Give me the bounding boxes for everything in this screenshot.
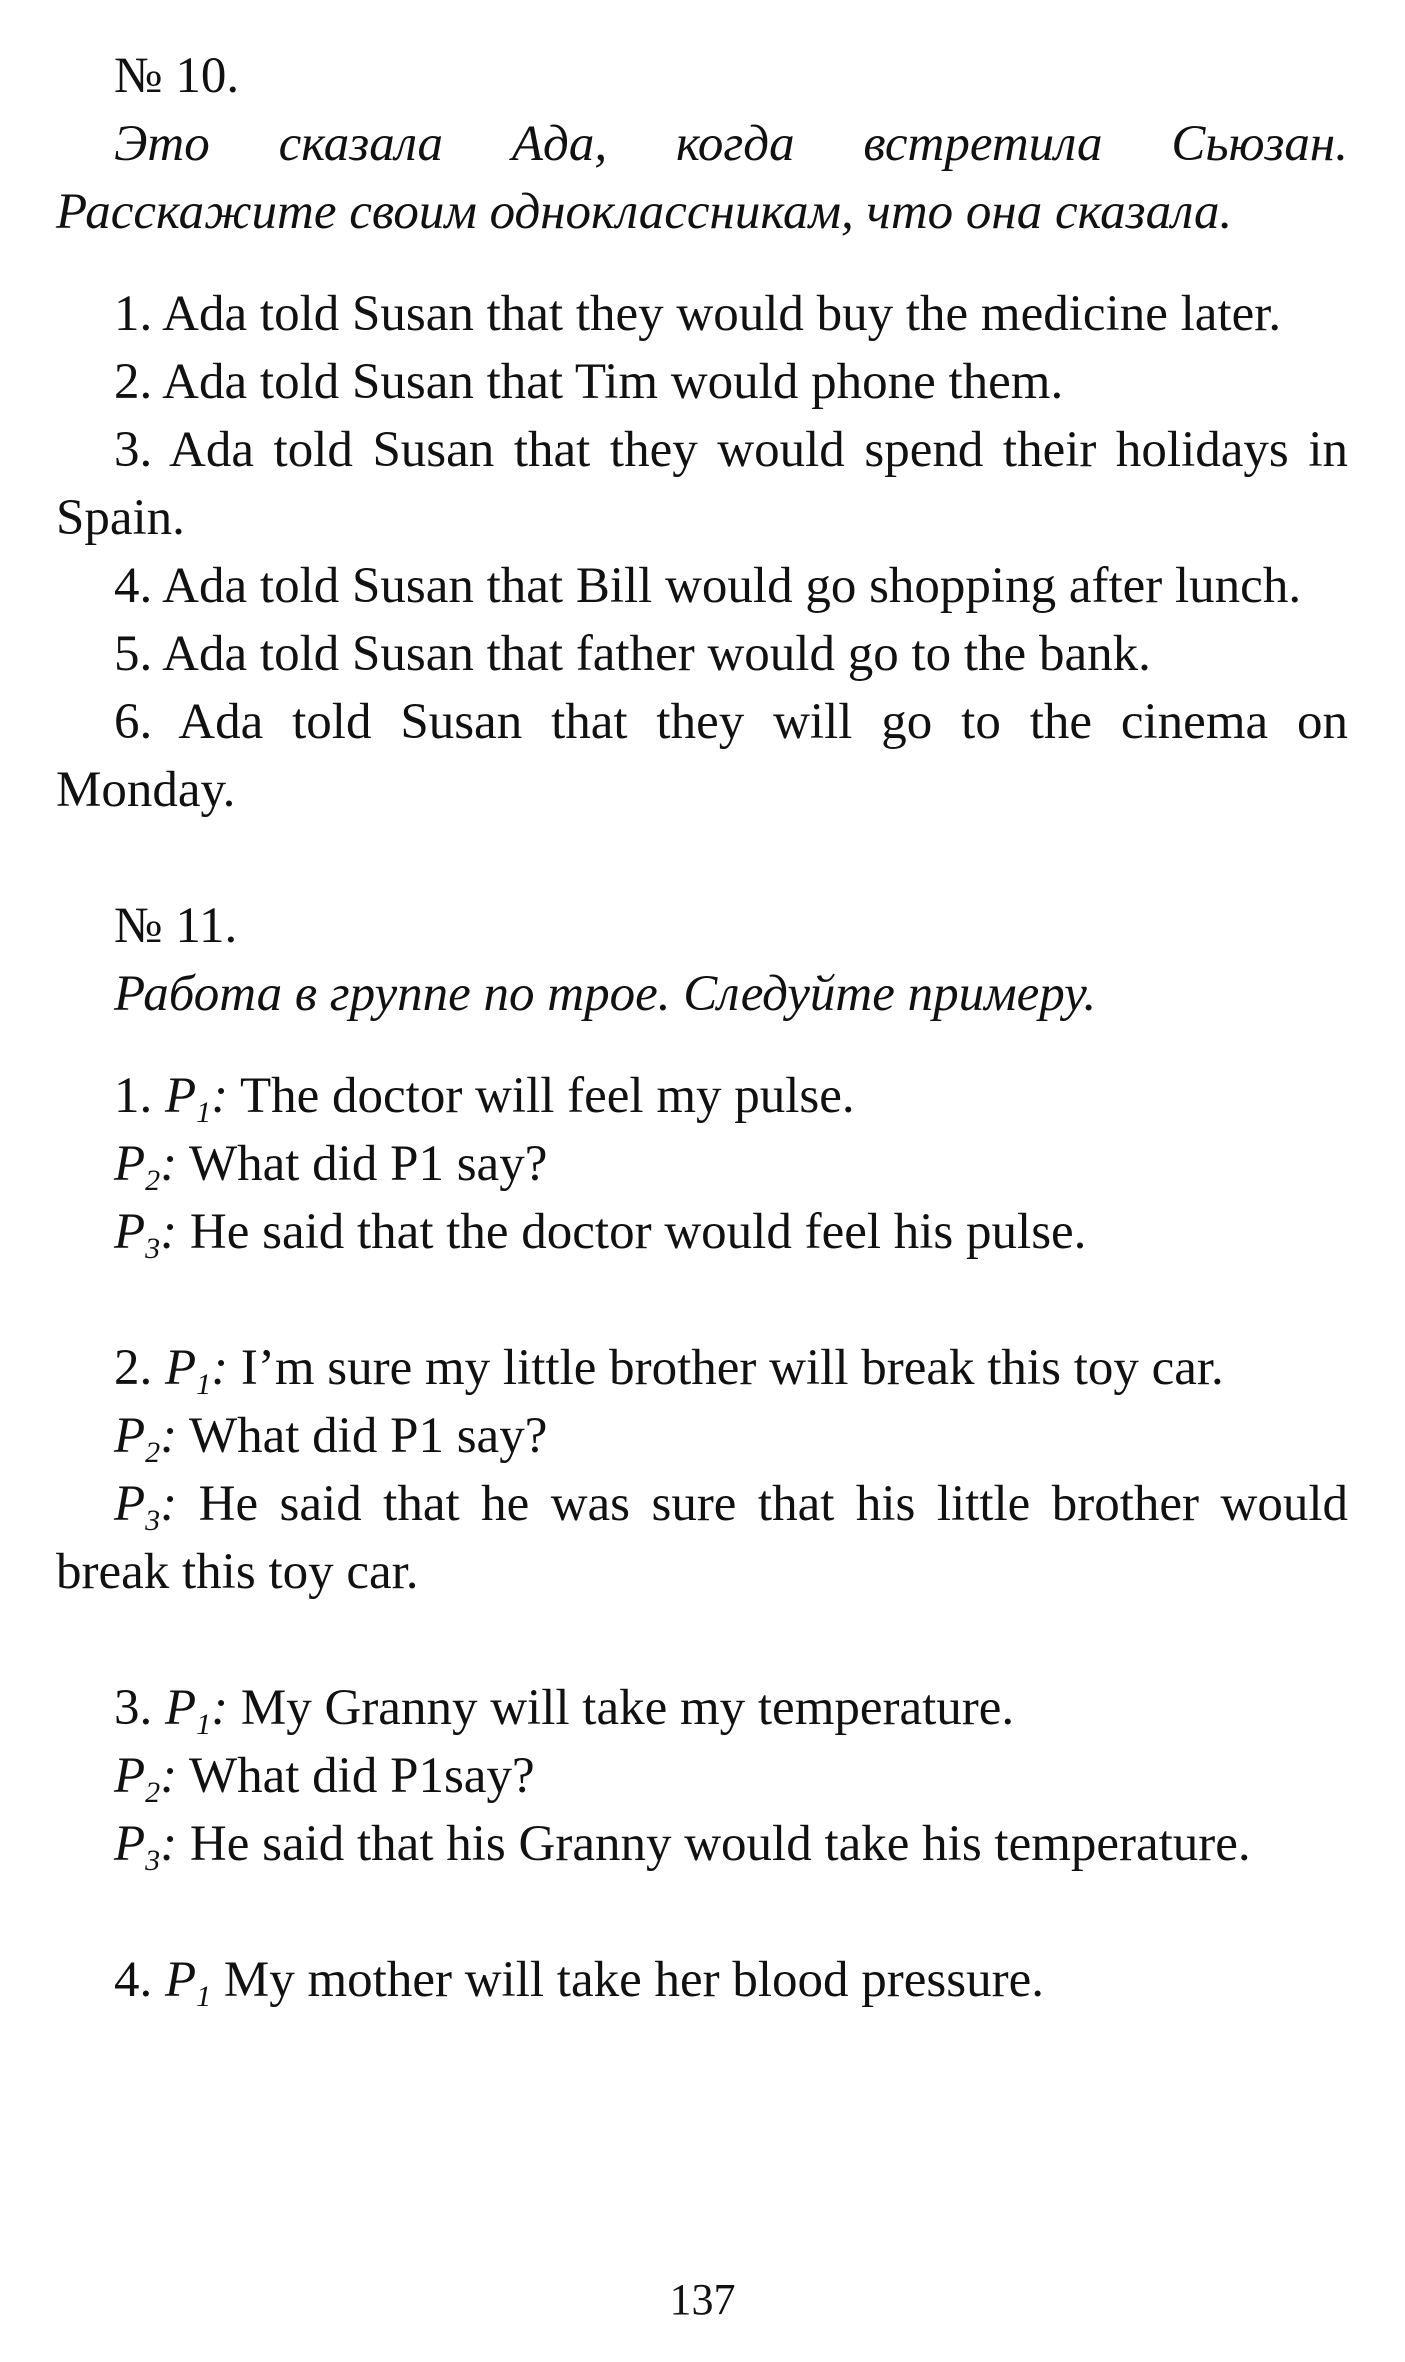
dialogue-index: 1. xyxy=(114,1068,153,1124)
dialogue-block xyxy=(56,1062,1348,1266)
answer-item: 2. Ada told Susan that Tim would phone them. xyxy=(114,354,1064,410)
speaker-separator: : xyxy=(211,1680,229,1736)
speaker-text: He said that he was sure that his little brother would break this toy car. xyxy=(56,1476,1348,1600)
speaker-letter: P xyxy=(165,1680,197,1736)
speaker-label xyxy=(165,1952,212,2013)
speaker-text: My mother will take her blood pressure. xyxy=(223,1952,1044,2008)
speaker-label xyxy=(165,1340,229,1401)
dialogue-index: 2. xyxy=(114,1340,153,1396)
speaker-label xyxy=(114,1136,178,1197)
page-number: 137 xyxy=(669,2275,736,2324)
speaker-label xyxy=(114,1748,178,1809)
speaker-text: He said that the doctor would feel his pulse. xyxy=(189,1204,1087,1260)
dialogue-list xyxy=(56,1062,1348,2014)
speaker-text: The doctor will feel my pulse. xyxy=(239,1068,855,1124)
dialogue-block xyxy=(56,1674,1348,1878)
section-spacer xyxy=(56,824,1348,892)
speaker-letter: P xyxy=(165,1952,197,2008)
speaker-label xyxy=(165,1680,229,1741)
speaker-subscript: 3 xyxy=(145,1232,161,1265)
speaker-text: He said that his Granny would take his temperature. xyxy=(189,1816,1251,1872)
answer-list xyxy=(56,280,1348,824)
speaker-letter: P xyxy=(114,1204,146,1260)
speaker-subscript: 3 xyxy=(145,1844,161,1877)
answer-item: 5. Ada told Susan that father would go to the bank. xyxy=(114,626,1151,682)
exercise-instruction: Это сказала Ада, когда встретила Сьюзан. Расскажите своим одноклассникам, что она сказала. xyxy=(56,116,1348,240)
speaker-label xyxy=(165,1068,229,1129)
dialogue-turn xyxy=(56,1810,1348,1878)
dialogue-block xyxy=(56,1334,1348,1606)
exercise-10 xyxy=(56,42,1348,824)
answer-item: 4. Ada told Susan that Bill would go shopping after lunch. xyxy=(114,558,1302,614)
dialogue-index: 3. xyxy=(114,1680,153,1736)
speaker-separator: : xyxy=(160,1204,178,1260)
speaker-text: What did P1 say? xyxy=(188,1136,548,1192)
speaker-letter: P xyxy=(114,1408,146,1464)
exercise-11 xyxy=(56,892,1348,2014)
speaker-label xyxy=(114,1408,178,1469)
dialogue-turn xyxy=(56,1334,1348,1402)
speaker-letter: P xyxy=(165,1068,197,1124)
speaker-separator: : xyxy=(160,1748,178,1804)
speaker-label xyxy=(114,1816,178,1877)
speaker-subscript: 1 xyxy=(196,1096,212,1129)
answer-item: 6. Ada told Susan that they will go to the cinema on Monday. xyxy=(56,694,1348,818)
speaker-label xyxy=(114,1476,178,1537)
speaker-subscript: 3 xyxy=(145,1504,161,1537)
dialogue-block xyxy=(56,1946,1348,2014)
speaker-separator: : xyxy=(211,1340,229,1396)
speaker-text: What did P1 say? xyxy=(188,1408,548,1464)
dialogue-turn xyxy=(56,1742,1348,1810)
speaker-text: My Granny will take my temperature. xyxy=(240,1680,1015,1736)
speaker-text: What did P1say? xyxy=(188,1748,535,1804)
dialogue-turn xyxy=(56,1198,1348,1266)
dialogue-turn xyxy=(56,1130,1348,1198)
speaker-subscript: 1 xyxy=(196,1980,212,2013)
answer-item: 1. Ada told Susan that they would buy the medicine later. xyxy=(114,286,1282,342)
speaker-separator: : xyxy=(160,1408,178,1464)
speaker-subscript: 1 xyxy=(196,1368,212,1401)
speaker-separator: : xyxy=(211,1068,229,1124)
speaker-letter: P xyxy=(165,1340,197,1396)
exercise-instruction: Работа в группе по трое. Следуйте примеру. xyxy=(114,966,1097,1022)
exercise-number: № 11. xyxy=(114,898,238,954)
speaker-separator: : xyxy=(160,1476,178,1532)
speaker-letter: P xyxy=(114,1476,146,1532)
dialogue-turn xyxy=(56,1674,1348,1742)
speaker-separator: : xyxy=(160,1136,178,1192)
speaker-text: I’m sure my little brother will break this toy car. xyxy=(240,1340,1224,1396)
speaker-subscript: 2 xyxy=(145,1436,161,1469)
dialogue-turn xyxy=(56,1470,1348,1606)
textbook-page xyxy=(56,42,1348,2014)
dialogue-turn xyxy=(56,1946,1348,2014)
speaker-subscript: 2 xyxy=(145,1164,161,1197)
dialogue-turn xyxy=(56,1402,1348,1470)
exercise-number: № 10. xyxy=(114,48,240,104)
speaker-letter: P xyxy=(114,1748,146,1804)
speaker-subscript: 1 xyxy=(196,1708,212,1741)
speaker-subscript: 2 xyxy=(145,1776,161,1809)
speaker-letter: P xyxy=(114,1816,146,1872)
speaker-separator: : xyxy=(160,1816,178,1872)
answer-item: 3. Ada told Susan that they would spend their holidays in Spain. xyxy=(56,422,1348,546)
dialogue-turn xyxy=(56,1062,1348,1130)
dialogue-index: 4. xyxy=(114,1952,153,2008)
speaker-label xyxy=(114,1204,178,1265)
speaker-letter: P xyxy=(114,1136,146,1192)
